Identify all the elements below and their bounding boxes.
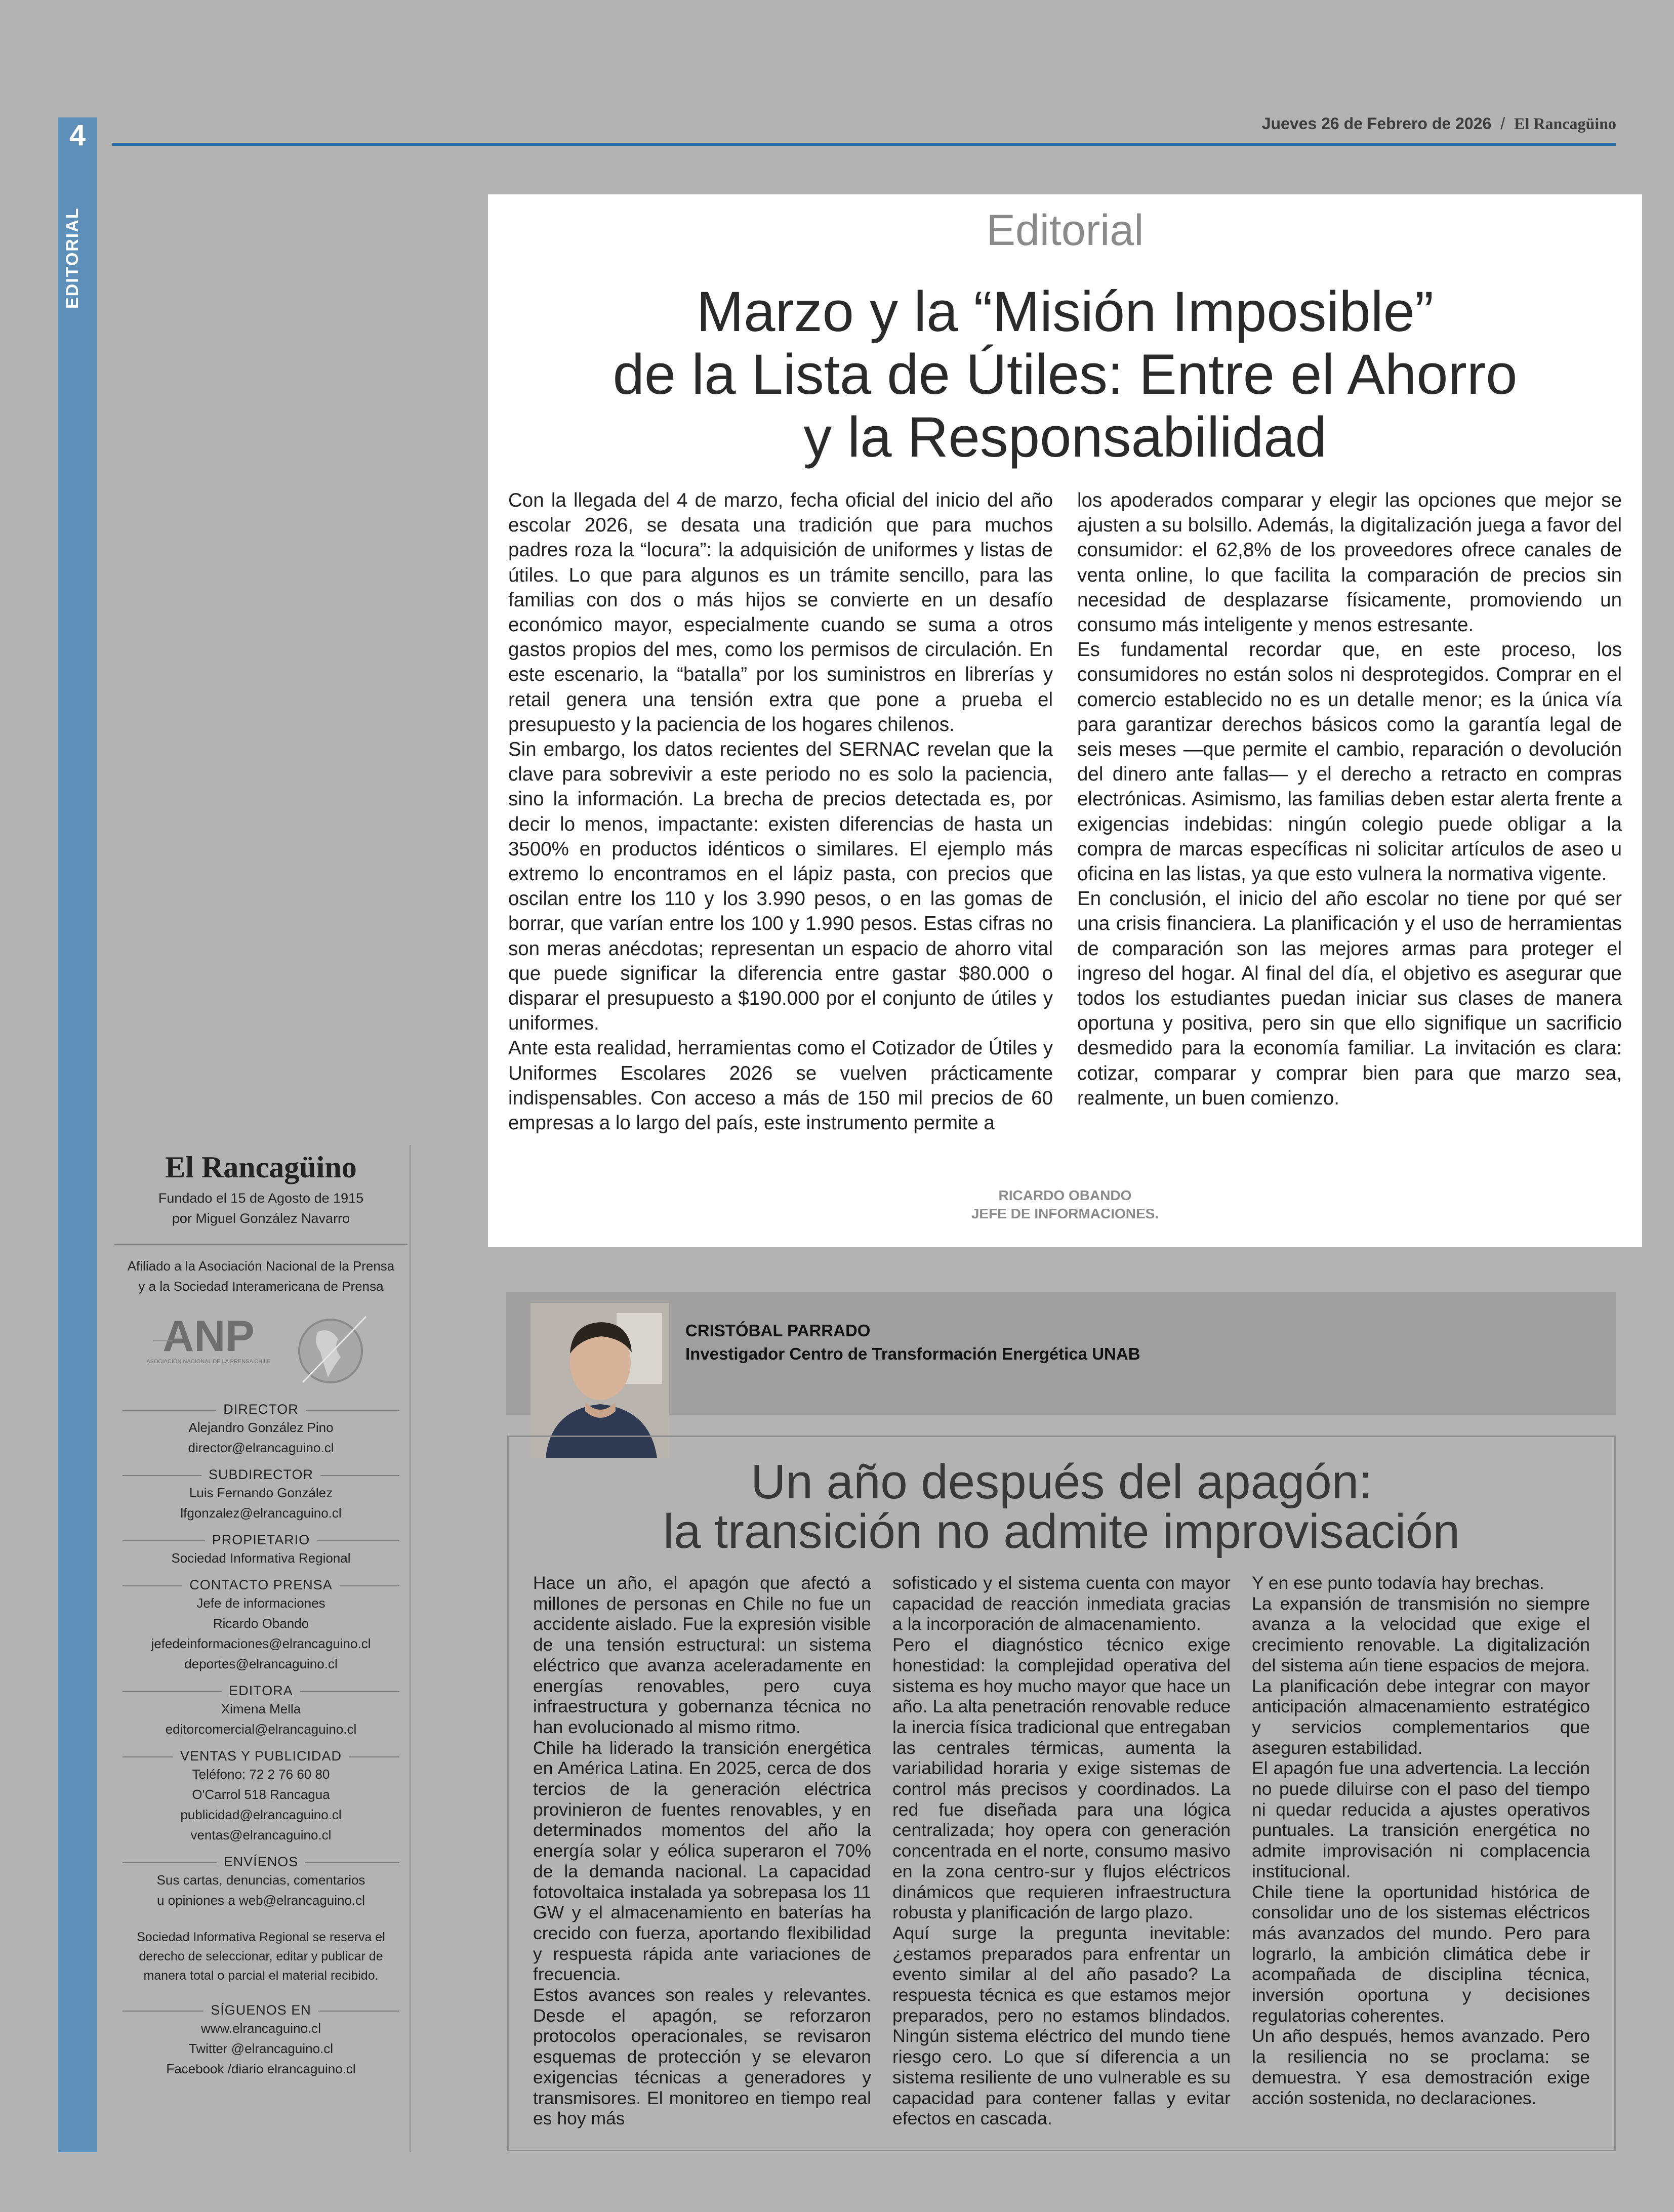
paragraph: El apagón fue una advertencia. La lección no puede diluirse con el paso del tiempo ni quedar reducida a ajustes operativos puntuales. La transición energética no admite improvisación ni complacencia institucional. — [1252, 1758, 1590, 1881]
paragraph: Sin embargo, los datos recientes del SERNAC revelan que la clave para sobrevivir a este periodo no es solo la paciencia, sino la información. La brecha de precios detectada es, por decir lo menos, impactante: existen diferencias de hasta un 3500% en productos idénticos o similares. El ejemplo más extremo lo encontramos en el lápiz pasta, con precios que oscilan entre los 110 y los 3.990 pesos, o en las gomas de borrar, que varían entre los 100 y 1.990 pesos. Estas cifras no son meras anécdotas; representan un espacio de ahorro vital que puede significar la diferencia entre gastar $80.000 o disparar el presupuesto a $190.000 por el conjunto de útiles y uniformes. — [508, 739, 1053, 1035]
rights-notice — [112, 1928, 410, 1985]
paragraph: Y en ese punto todavía hay brechas. — [1252, 1573, 1544, 1593]
anp-logo — [146, 1310, 271, 1386]
paragraph: los apoderados comparar y elegir las opciones que mejor se ajusten a su bolsillo. Además, la digitalización juega a favor del consumidor: el 62,8% de los proveedores ofrece canales de venta online, lo que facilita la comparación de precios sin necesidad de desplazarse físicamente, promoviendo un consumo más inteligente y menos estresante. — [1077, 489, 1622, 636]
paragraph: Es fundamental recordar que, en este proceso, los consumidores no están solos ni desprotegidos. Comprar en el comercio establecido no es un detalle menor; es la única vía para garantizar derechos básicos como la garantía legal de seis meses —que permite el cambio, reparación o devolución del dinero ante fallas— y el derecho a retracto en compras electrónicas. Asimismo, las familias deben estar alerta frente a exigencias indebidas: ningún colegio puede obligar a la compra de marcas específicas ni solicitar artículos de aseo u oficina en las listas, ya que esto vulnera la normativa vigente. — [1077, 639, 1622, 885]
send-line: u opiniones a web@elrancaguino.cl — [157, 1893, 365, 1908]
director-email: director@elrancaguino.cl — [188, 1440, 334, 1455]
header-newspaper-name: El Rancagüino — [1514, 114, 1616, 133]
sales-address: O'Carrol 518 Rancagua — [192, 1787, 330, 1802]
subdirector-name: Luis Fernando González — [189, 1485, 333, 1500]
owner-heading: PROPIETARIO — [112, 1532, 410, 1548]
editorial-signature — [488, 1186, 1642, 1223]
sales-phone: Teléfono: 72 2 76 60 80 — [192, 1767, 330, 1782]
section-strip — [58, 117, 97, 2152]
rights-line: derecho de seleccionar, editar y publicar de — [139, 1949, 383, 1963]
opinion-column-3 — [1252, 1573, 1590, 2129]
paragraph: Un año después, hemos avanzado. Pero la resiliencia no se proclama: se demuestra. Y esa demostración exige acción sostenida, no declaraciones. — [1252, 2026, 1590, 2108]
follow-facebook: Facebook /diario elrancaguino.cl — [166, 2061, 356, 2076]
opinion-body — [533, 1573, 1590, 2129]
paragraph: Con la llegada del 4 de marzo, fecha oficial del inicio del año escolar 2026, se desata una tradición que para muchos padres roza la “locura”: la adquisición de uniformes y listas de útiles. Lo que para algunos es un trámite sencillo, para las familias con dos o más hijos se convierte en un desafío económico mayor, especialmente cuando se suma a otros gastos propios del mes, como los permisos de circulación. En este escenario, la “batalla” por los suministros en librerías y retail genera una tensión extra que pone a prueba el presupuesto y la paciencia de los hogares chilenos. — [508, 489, 1053, 735]
editorial-section-label: Editorial — [986, 206, 1144, 255]
founded-line: por Miguel González Navarro — [172, 1211, 350, 1226]
subdirector-heading: SUBDIRECTOR — [112, 1467, 410, 1483]
divider — [114, 1244, 407, 1245]
masthead-founded — [112, 1188, 410, 1228]
masthead — [112, 1145, 411, 2152]
rights-line: Sociedad Informativa Regional se reserva el — [137, 1930, 385, 1944]
editorial-article — [488, 194, 1642, 1247]
editorial-body — [508, 488, 1622, 1135]
paragraph: Pero el diagnóstico técnico exige honestidad: la complejidad operativa del sistema es hoy mucho mayor que hace un año. La alta penetración renovable reduce la inercia física tradicional que entregaban las centrales térmicas, aumenta la variabilidad horaria y exige sistemas de control más precisos y coordinados. La red fue diseñada para una lógica centralizada; hoy opera con generación concentrada en el norte, consumo masivo en la zona centro-sur y flujos eléctricos dinámicos que requieren infraestructura robusta y planificación de largo plazo. — [892, 1634, 1231, 1923]
press-contact-line: deportes@elrancaguino.cl — [184, 1656, 338, 1671]
press-contact-line: Jefe de informaciones — [196, 1595, 325, 1611]
editorial-title-line: Marzo y la “Misión Imposible” — [696, 280, 1434, 343]
press-contact-heading: CONTACTO PRENSA — [112, 1577, 410, 1593]
editorial-author-name: RICARDO OBANDO — [998, 1187, 1132, 1203]
owner-name: Sociedad Informativa Regional — [171, 1550, 351, 1566]
paragraph: Chile tiene la oportunidad histórica de consolidar uno de los sistemas eléctricos más avanzados del mundo. Pero para lograrlo, la ambición climática debe ir acompañada de disciplina técnica, inversión oportuna y decisiones regulatorias coherentes. — [1252, 1881, 1590, 2026]
editor-email: editorcomercial@elrancaguino.cl — [165, 1722, 357, 1737]
follow-web: www.elrancaguino.cl — [200, 2021, 321, 2036]
follow-heading: SÍGUENOS EN — [112, 2002, 410, 2018]
sales-heading: VENTAS Y PUBLICIDAD — [112, 1748, 410, 1764]
send-line: Sus cartas, denuncias, comentarios — [156, 1872, 365, 1888]
editorial-column-1 — [508, 488, 1053, 1135]
author-photo — [530, 1303, 669, 1458]
svg-text:ANP: ANP — [162, 1312, 255, 1361]
opinion-column-1 — [533, 1573, 871, 2129]
subdirector-email: lfgonzalez@elrancaguino.cl — [180, 1505, 342, 1521]
page-header — [1262, 114, 1616, 133]
opinion-title-line: la transición no admite improvisación — [663, 1504, 1460, 1559]
header-date: Jueves 26 de Febrero de 2026 — [1261, 114, 1492, 133]
affiliation-line: Afiliado a la Asociación Nacional de la Prensa — [127, 1258, 395, 1274]
editor-name: Ximena Mella — [221, 1701, 301, 1716]
svg-text:ASOCIACIÓN NACIONAL DE LA PREN: ASOCIACIÓN NACIONAL DE LA PRENSA CHILE — [146, 1359, 271, 1365]
editorial-column-2 — [1077, 488, 1622, 1135]
follow-twitter: Twitter @elrancaguino.cl — [188, 2041, 334, 2056]
opinion-title-line: Un año después del apagón: — [751, 1455, 1372, 1509]
founded-line: Fundado el 15 de Agosto de 1915 — [158, 1191, 364, 1206]
press-contact-line: jefedeinformaciones@elrancaguino.cl — [151, 1636, 371, 1651]
paragraph: Ante esta realidad, herramientas como el Cotizador de Útiles y Uniformes Escolares 2026 se vuelven prácticamente indispensables. Con acceso a más de 150 mil precios de 60 empresas a lo largo del país, este instrumento permite a — [508, 1037, 1053, 1134]
paragraph: Estos avances son reales y relevantes. Desde el apagón, se reforzaron protocolos operacionales, se revisaron esquemas de protección y se elevaron exigencias técnicas a generadores y transmisores. El monitoreo en tiempo real es hoy más — [533, 1985, 871, 2129]
affiliation-line: y a la Sociedad Interamericana de Prensa — [138, 1279, 384, 1294]
director-name: Alejandro González Pino — [188, 1420, 334, 1435]
sales-email: ventas@elrancaguino.cl — [190, 1827, 332, 1842]
opinion-author-name: CRISTÓBAL PARRADO — [685, 1321, 871, 1340]
editorial-title — [518, 280, 1612, 469]
opinion-article — [507, 1436, 1616, 2151]
editor-heading: EDITORA — [112, 1683, 410, 1699]
opinion-title — [509, 1455, 1614, 1559]
masthead-newspaper-name: El Rancagüino — [165, 1151, 357, 1184]
paragraph: Chile ha liderado la transición energética en América Latina. En 2025, cerca de dos tercios de la generación eléctrica provinieron de fuentes renovables, y en determinados momentos del año la energía solar y eólica superaron el 70% de la demanda nacional. La capacidad fotovoltaica instalada ya sobrepasa los 11 GW y el almacenamiento en baterías ha crecido con fuerza, aportando flexibilidad y respuesta rápida ante variaciones de frecuencia. — [533, 1737, 871, 1985]
paragraph: En conclusión, el inicio del año escolar no tiene por qué ser una crisis financiera. La planificación y el uso de herramientas de comparación son las mejores armas para proteger el ingreso del hogar. Al final del día, el objetivo es asegurar que todos los estudiantes puedan iniciar sus clases de manera oportuna y positiva, pero sin que ello signifique un sacrificio desmedido para la economía familiar. La invitación es clara: cotizar, comparar y comprar bien para que marzo sea, realmente, un buen comienzo. — [1077, 888, 1622, 1109]
sales-email: publicidad@elrancaguino.cl — [180, 1807, 342, 1822]
page-number: 4 — [69, 119, 86, 152]
header-rule — [112, 143, 1616, 146]
opinion-author-role: Investigador Centro de Transformación Energética UNAB — [685, 1344, 1140, 1363]
editorial-author-role: JEFE DE INFORMACIONES. — [971, 1206, 1159, 1221]
section-label-vertical: EDITORIAL — [63, 207, 82, 309]
sip-globe-logo — [293, 1312, 369, 1387]
editorial-title-line: y la Responsabilidad — [803, 405, 1327, 469]
opinion-column-2 — [892, 1573, 1231, 2129]
paragraph: Hace un año, el apagón que afectó a millones de personas en Chile no fue un accidente aislado. Fue la expresión visible de una tensión estructural: un sistema eléctrico que avanza aceleradamente en energías renovables, pero cuya infraestructura y gobernanza técnica no han evolucionado al mismo ritmo. — [533, 1573, 871, 1737]
masthead-affiliation — [112, 1256, 410, 1296]
paragraph: La expansión de transmisión no siempre avanza a la velocidad que exige el crecimiento renovable. La digitalización del sistema aún tiene espacios de mejora. La planificación debe integrar con mayor anticipación almacenamiento estratégico y servicios complementarios que aseguren estabilidad. — [1252, 1593, 1590, 1758]
paragraph: sofisticado y el sistema cuenta con mayor capacidad de reacción inmediata gracias a la incorporación de almacenamiento. — [892, 1573, 1231, 1634]
editorial-title-line: de la Lista de Útiles: Entre el Ahorro — [613, 343, 1518, 406]
press-contact-line: Ricardo Obando — [213, 1616, 309, 1631]
header-separator: / — [1500, 114, 1505, 133]
association-logos — [112, 1306, 410, 1392]
paragraph: Aquí surge la pregunta inevitable: ¿estamos preparados para enfrentar un evento similar al del año pasado? La respuesta técnica es que estamos mejor preparados, pero no estamos blindados. Ningún sistema eléctrico del mundo tiene riesgo cero. Lo que sí diferencia a un sistema resiliente de uno vulnerable es su capacidad para contener fallas y evitar efectos en cascada. — [892, 1922, 1231, 2129]
rights-line: manera total o parcial el material recibido. — [143, 1969, 379, 1983]
director-heading: DIRECTOR — [112, 1402, 410, 1417]
send-heading: ENVÍENOS — [112, 1854, 410, 1870]
